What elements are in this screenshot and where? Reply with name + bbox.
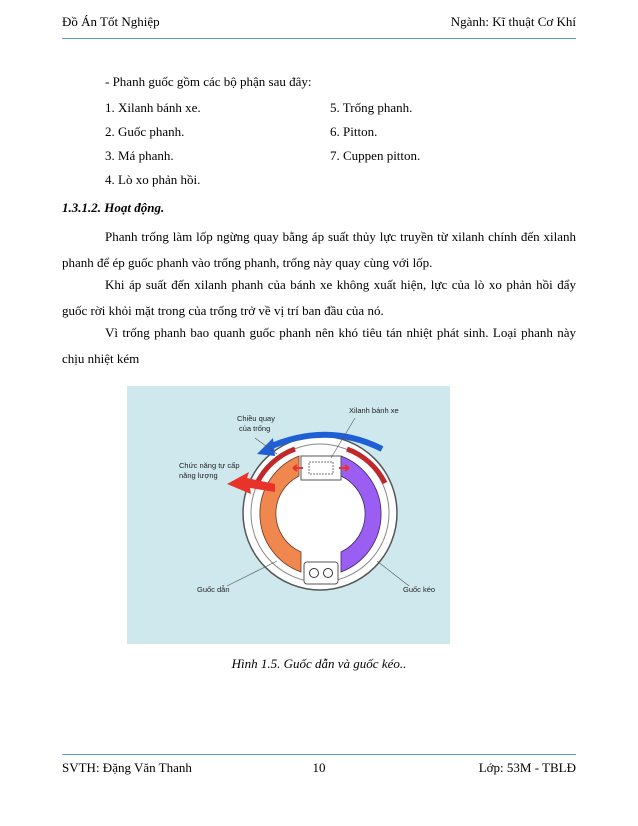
footer-left: SVTH: Đặng Văn Thanh xyxy=(62,760,192,775)
part-item: 7. Cuppen pitton. xyxy=(330,148,421,163)
leader-line xyxy=(377,561,409,586)
footer-right: Lớp: 53M - TBLĐ xyxy=(478,760,576,775)
label-cylinder: Xilanh bánh xe xyxy=(349,406,399,415)
part-item: 3. Má phanh. xyxy=(105,148,174,163)
intro-line: - Phanh guốc gồm các bộ phận sau đây: xyxy=(105,74,312,89)
header-divider xyxy=(62,38,576,39)
drum-brake-figure xyxy=(127,386,450,644)
part-item: 4. Lò xo phản hồi. xyxy=(105,172,201,187)
part-item: 1. Xilanh bánh xe. xyxy=(105,100,201,115)
part-item: 5. Trống phanh. xyxy=(330,100,413,115)
page-footer xyxy=(62,760,576,776)
label-self-energizing: năng lượng xyxy=(179,471,218,480)
paragraph: Khi áp suất đến xilanh phanh của bánh xe không xuất hiện, lực của lò xo phản hồi đẩy guốc rời khỏi mặt trong của trống trở về vị trí ban đầu của nó. xyxy=(62,277,576,318)
page-number: 10 xyxy=(312,760,326,775)
label-leading-shoe: Guốc dẫn xyxy=(197,585,230,594)
part-item: 6. Pitton. xyxy=(330,124,378,139)
label-trailing-shoe: Guốc kéo xyxy=(403,585,436,594)
label-self-energizing: Chức năng tự cấp xyxy=(179,461,240,470)
section-heading: 1.3.1.2. Hoạt động. xyxy=(62,200,165,215)
paragraph: Phanh trống làm lốp ngừng quay bằng áp suất thủy lực truyền từ xilanh chính đến xilanh phanh để ép guốc phanh vào trống phanh, trống này quay cùng với lốp. xyxy=(62,229,576,270)
cylinder-bore xyxy=(309,462,333,474)
drum-brake-diagram xyxy=(127,386,450,644)
footer-divider xyxy=(62,754,576,755)
figure-caption: Hình 1.5. Guốc dẫn và guốc kéo.. xyxy=(231,656,407,671)
header-right: Ngành: Kĩ thuật Cơ Khí xyxy=(450,14,576,29)
anchor-pin xyxy=(324,569,333,578)
header-left: Đồ Án Tốt Nghiệp xyxy=(62,14,160,29)
part-item: 2. Guốc phanh. xyxy=(105,124,185,139)
label-rotation: Chiều quay xyxy=(237,414,275,423)
anchor-pin xyxy=(310,569,319,578)
paragraph: Vì trống phanh bao quanh guốc phanh nên khó tiêu tán nhiệt phát sinh. Loại phanh này chịu nhiệt kém xyxy=(62,325,576,366)
rotation-arrowhead xyxy=(257,438,275,456)
leader-line xyxy=(227,561,277,586)
page-header xyxy=(62,14,576,34)
label-rotation: của trống xyxy=(239,424,271,433)
